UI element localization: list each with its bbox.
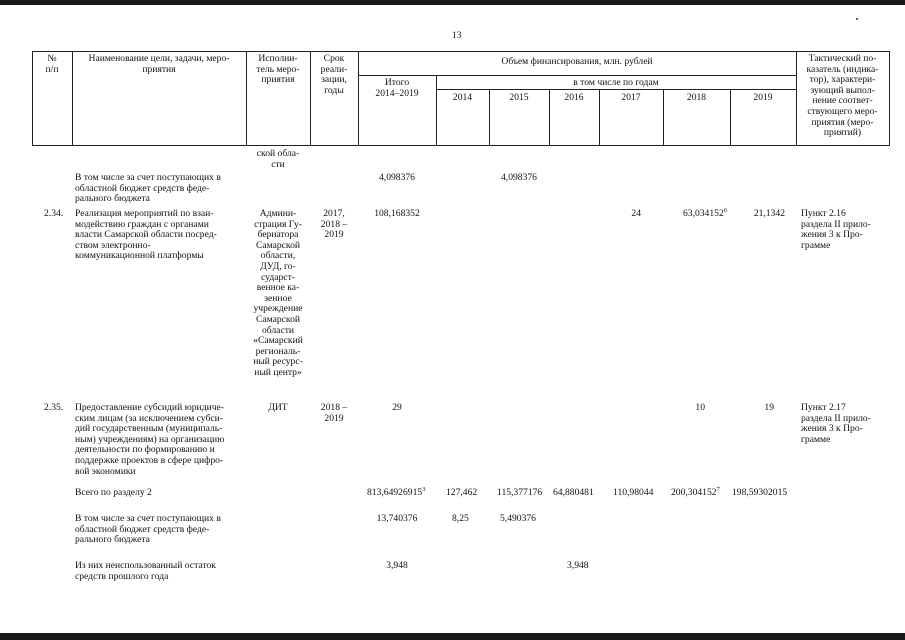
row-2-34-term: 2017, 2018 – 2019 <box>320 208 348 241</box>
row-2-34-executor: Админи- страция Гу- бернатора Самарской области, ДУД, го- сударст- венное ка- зенное учреждение Самарской области «Самарский региональ- ный ресурс- ный центр» <box>253 208 303 378</box>
header-year-2015: 2015 <box>509 92 529 103</box>
section-federal-total: 13,740376 <box>376 513 418 524</box>
row-2-35-2018: 10 <box>695 402 705 413</box>
header-total: Итого 2014–2019 <box>375 77 419 99</box>
row-2-35-num: 2.35. <box>44 402 64 413</box>
section-total-2017: 110,98044 <box>613 487 654 498</box>
row-2-35-executor: ДИТ <box>268 402 288 413</box>
section-total-2019: 198,59302015 <box>732 487 788 498</box>
header-funding: Объем финансирования, млн. рублей <box>501 56 653 67</box>
header-by-years: в том числе по годам <box>573 77 659 88</box>
header-bottom-rule <box>32 145 890 146</box>
header-num: № п/п <box>45 53 59 75</box>
years-rule <box>436 89 796 90</box>
section-federal-label: В том числе за счет поступающих в областной бюджет средств феде- рального бюджета <box>75 513 221 546</box>
table-top-rule <box>32 51 890 52</box>
header-name: Наименование цели, задачи, меро- приятия <box>88 53 230 75</box>
scan-bottom-edge <box>0 633 905 640</box>
row-2-35-name: Предоставление субсидий юридиче- ским лицам (за исключением субси- дий государственным (муниципаль- ным) учреждениям) на организацию деятельности по формированию и поддержке проектов в сфере цифро- вой экономики <box>75 402 225 477</box>
scan-top-edge <box>0 0 905 5</box>
section-total-sum: 813,64926915$^3$ <box>367 486 426 498</box>
section-total-label: Всего по разделу 2 <box>75 487 152 498</box>
carry-total: 4,098376 <box>379 172 415 183</box>
section-total-2014: 127,462 <box>446 487 478 498</box>
header-executor: Исполни- тель меро- приятия <box>256 53 300 86</box>
row-2-34-2018: 63,034152$^6$ <box>682 207 727 219</box>
row-2-34-2019: 21,1342 <box>753 208 785 219</box>
row-2-34-num: 2.34. <box>44 208 64 219</box>
section-federal-2015: 5,490376 <box>500 513 536 524</box>
row-2-35-total: 29 <box>392 402 402 413</box>
row-2-35-indicator: Пункт 2.17 раздела II прило- жения 3 к Про- грамме <box>801 402 871 445</box>
row-2-34-total: 108,168352 <box>374 208 420 219</box>
funding-rule <box>358 75 796 76</box>
carry-budget-text: В том числе за счет поступающих в областной бюджет средств феде- рального бюджета <box>75 172 221 205</box>
section-unused-label: Из них неиспользованный остаток средств прошлого года <box>75 560 216 582</box>
carry-executor: ской обла- сти <box>256 148 300 170</box>
header-year-2016: 2016 <box>564 92 584 103</box>
row-2-35-term: 2018 – 2019 <box>320 402 348 424</box>
section-total-2018: 200,304152$^7$ <box>671 486 720 498</box>
section-federal-2014: 8,25 <box>452 513 469 524</box>
row-2-35-2019: 19 <box>764 402 774 413</box>
scan-speck <box>856 18 858 20</box>
row-2-34-2017: 24 <box>631 208 641 219</box>
header-term: Срок реали- зации, годы <box>320 53 348 96</box>
section-unused-2016: 3,948 <box>567 560 589 571</box>
row-2-34-indicator: Пункт 2.16 раздела II прило- жения 3 к Про- грамме <box>801 208 871 251</box>
carry-2015: 4,098376 <box>501 172 537 183</box>
section-unused-total: 3,948 <box>386 560 408 571</box>
section-total-2016: 64,880481 <box>553 487 594 498</box>
header-indicator: Тактический по- казатель (индика- тор), характери- зующий выпол- нение соответ- ствующего меро- приятия (меро- приятий) <box>806 53 879 139</box>
header-year-2018: 2018 <box>686 92 707 103</box>
col-border <box>889 51 890 146</box>
header-year-2017: 2017 <box>621 92 641 103</box>
header-year-2014: 2014 <box>452 92 473 103</box>
section-total-2015: 115,377176 <box>497 487 543 498</box>
row-2-34-name: Реализация мероприятий по взаи- модействию граждан с органами власти Самарской области посред- ством электронно- коммуникационной платформы <box>75 208 217 262</box>
page-number: 13 <box>452 31 462 41</box>
header-year-2019: 2019 <box>753 92 773 103</box>
